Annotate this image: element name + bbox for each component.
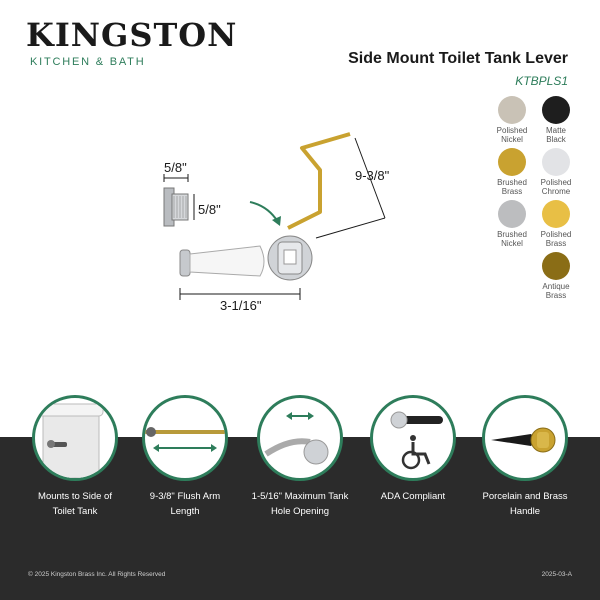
finish-label-line2: Brass [545, 291, 567, 300]
feature-caption-line1: 9-3/8" Flush Arm [149, 491, 221, 502]
brand-logo [26, 18, 237, 68]
finish-color-dot [498, 96, 526, 124]
feature-image-circle [482, 395, 568, 481]
finish-label-line1: Polished [540, 230, 572, 239]
porcelain-brass-handle-icon [485, 398, 565, 478]
tank-hole-icon [260, 398, 340, 478]
finish-color-dot [498, 148, 526, 176]
finish-label-line2: Chrome [541, 187, 571, 196]
finish-swatch[interactable] [532, 200, 580, 248]
feature-image-circle [370, 395, 456, 481]
finish-color-dot [542, 252, 570, 280]
ada-wheelchair-icon [373, 398, 453, 478]
finish-label-line1: Brushed [497, 230, 527, 239]
finish-color-dot [498, 200, 526, 228]
finish-color-dot [542, 148, 570, 176]
finish-swatch[interactable] [532, 252, 580, 300]
finish-label-line1: Matte [545, 126, 566, 135]
dimension-nut-height: 5/8" [198, 202, 221, 217]
brand-subtitle: KITCHEN & BATH [30, 56, 146, 68]
finish-label-line2: Brass [501, 187, 523, 196]
feature-image-circle [32, 395, 118, 481]
finish-label-line2: Brass [545, 239, 567, 248]
feature-caption-line1: 1-5/16" Maximum Tank [251, 491, 349, 502]
feature-caption-line1: Porcelain and Brass [482, 491, 568, 502]
finish-swatch[interactable] [532, 96, 580, 144]
finish-label-line1: Polished [540, 178, 572, 187]
flush-arm-icon [145, 398, 225, 478]
finish-label-line2: Black [546, 135, 566, 144]
feature-caption-line2: Handle [509, 506, 541, 517]
product-title: Side Mount Toilet Tank Lever [348, 50, 568, 67]
finish-label-line1: Antique [542, 282, 570, 291]
feature-caption-line1: ADA Compliant [380, 491, 446, 502]
finish-color-dot [542, 96, 570, 124]
dimension-handle-length: 3-1/16" [220, 298, 262, 313]
dimension-arm-length: 9-3/8" [355, 168, 390, 183]
finish-swatch[interactable] [532, 148, 580, 196]
tank-lever-illustration [150, 130, 430, 320]
finish-label-line2: Nickel [501, 239, 523, 248]
dimension-nut-width: 5/8" [164, 160, 187, 175]
finish-label-line2: Nickel [501, 135, 523, 144]
finish-label-line1: Brushed [497, 178, 527, 187]
feature-caption-line1: Mounts to Side of [38, 491, 112, 502]
feature-caption-line2: Length [170, 506, 200, 517]
feature-ada [358, 395, 468, 504]
product-diagram [150, 130, 430, 320]
brand-name: KINGSTON [26, 16, 238, 54]
finish-label-line1: Polished [496, 126, 528, 135]
copyright-text: © 2025 Kingston Brass Inc. All Rights Reserved [28, 571, 166, 578]
document-code: 2025-03-A [541, 571, 572, 578]
feature-hole-opening [245, 395, 355, 519]
finish-swatch[interactable] [488, 200, 536, 248]
feature-caption-line2: Toilet Tank [52, 506, 98, 517]
model-number: KTBPLS1 [515, 74, 568, 88]
toilet-tank-icon [35, 398, 115, 478]
feature-caption-line2: Hole Opening [270, 506, 330, 517]
feature-image-circle [257, 395, 343, 481]
feature-handle [470, 395, 580, 519]
finish-swatch[interactable] [488, 96, 536, 144]
finish-swatch[interactable] [488, 148, 536, 196]
feature-arm-length [130, 395, 240, 519]
feature-image-circle [142, 395, 228, 481]
feature-side-mount [20, 395, 130, 519]
finish-color-dot [542, 200, 570, 228]
